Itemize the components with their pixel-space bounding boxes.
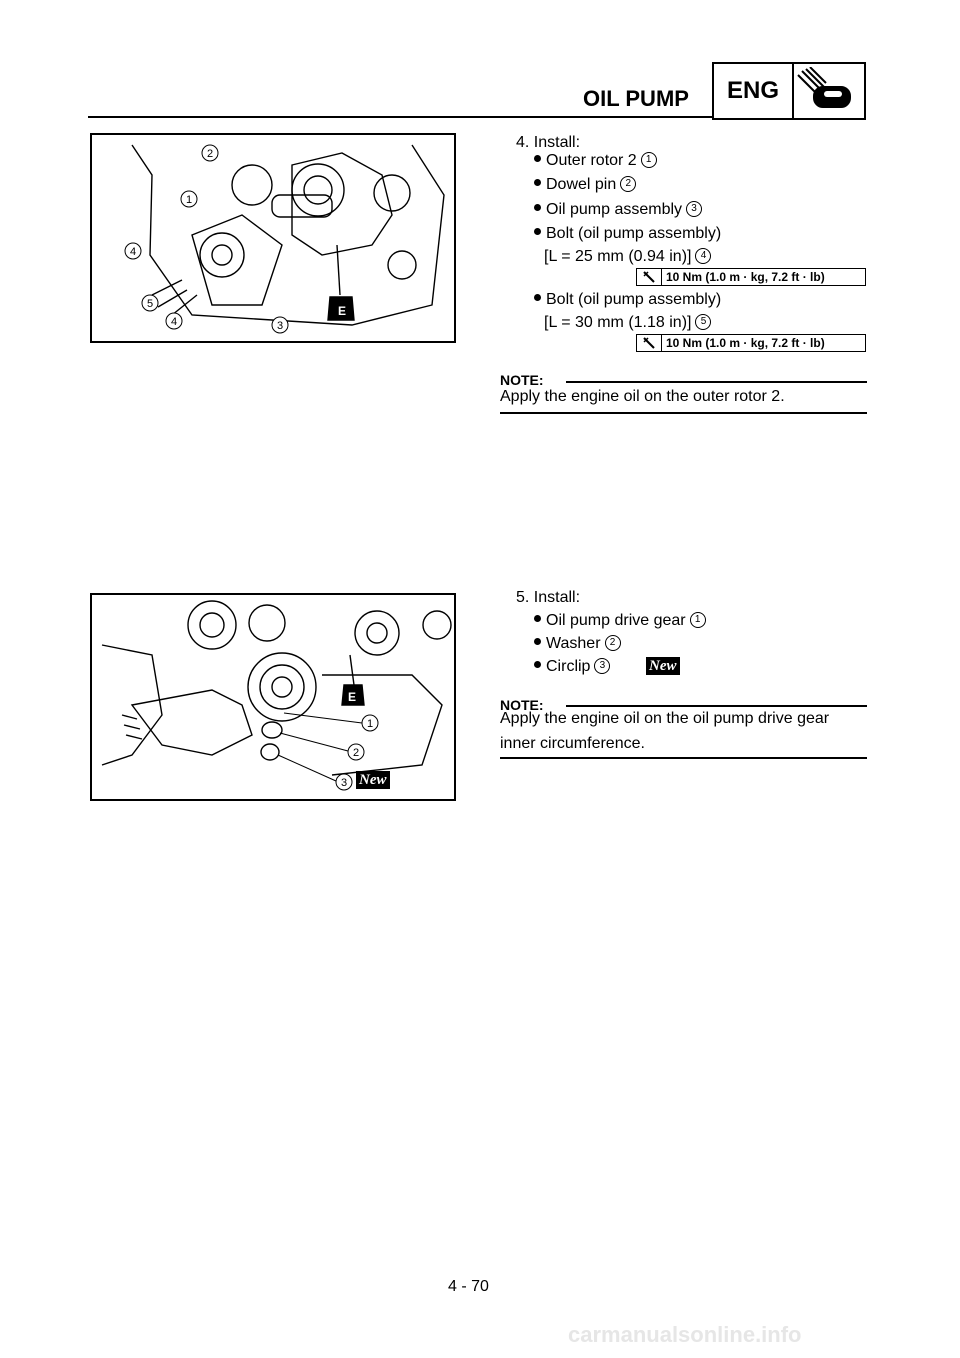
callout-2: 2 [206,148,214,160]
callout-1: 1 [366,718,374,730]
page-title: OIL PUMP [583,86,689,111]
note-text: Apply the engine oil on the outer rotor 2. [500,388,785,405]
step-4-item-oil-pump-assembly: Oil pump assembly 3 [534,201,702,219]
step-5-item-washer: Washer 2 [534,635,621,653]
torque-spec-1: 10 Nm (1.0 m · kg, 7.2 ft · lb) [636,268,866,286]
step-4-item-bolt-2: Bolt (oil pump assembly) [534,291,721,309]
oil-pump-drive-gear-figure [90,593,456,801]
step-5-item-drive-gear: Oil pump drive gear 1 [534,612,706,630]
step-4-item-outer-rotor: Outer rotor 2 1 [534,152,657,170]
oil-mark: E [338,304,347,318]
bullet-dot [534,638,541,645]
callout-3: 3 [340,777,348,789]
torque-spec-2: 10 Nm (1.0 m · kg, 7.2 ft · lb) [636,334,866,352]
step-4-item-bolt-2-length: [L = 30 mm (1.18 in)] 5 [544,314,711,332]
torque-wrench-icon [637,335,662,351]
note-text-line-2: inner circumference. [500,735,645,752]
callout-4b: 4 [170,316,178,328]
bullet-dot [534,615,541,622]
callout-5: 5 [146,298,154,310]
section-badge-label: ENG [714,64,794,118]
callout-3: 3 [276,320,284,332]
bullet-dot [534,661,541,668]
oil-pump-assembly-illustration [92,135,454,341]
engine-icon [794,64,864,118]
step-4-item-bolt-1: Bolt (oil pump assembly) [534,225,721,243]
note-bottom-rule [500,412,867,414]
page-number: 4 - 70 [448,1278,489,1295]
step-4-item-bolt-1-length: [L = 25 mm (0.94 in)] 4 [544,248,711,266]
section-badge [712,62,866,120]
bullet-dot [534,204,541,211]
header-rule [88,116,713,118]
new-part-badge: New [356,771,390,789]
note-label: NOTE: [500,697,544,713]
oil-pump-assembly-figure [90,133,456,343]
callout-4: 4 [129,246,137,258]
note-text-line-1: Apply the engine oil on the oil pump drive gear [500,710,830,727]
bullet-dot [534,228,541,235]
step-4-item-dowel-pin: Dowel pin 2 [534,176,636,194]
new-part-badge: New [646,657,680,675]
callout-1: 1 [185,194,193,206]
note-top-rule [566,381,867,383]
note-label: NOTE: [500,372,544,388]
bullet-dot [534,155,541,162]
step-5-heading: 5. Install: [516,589,581,606]
bullet-dot [534,179,541,186]
step-4-heading: 4. Install: [516,134,581,151]
step-5-item-circlip: Circlip 3 [534,658,610,676]
note-bottom-rule [500,757,867,759]
callout-2: 2 [352,747,360,759]
watermark: carmanualsonline.info [568,1322,802,1347]
oil-mark: E [348,690,357,704]
torque-wrench-icon [637,269,662,285]
bullet-dot [534,294,541,301]
drive-gear-illustration [92,595,454,799]
